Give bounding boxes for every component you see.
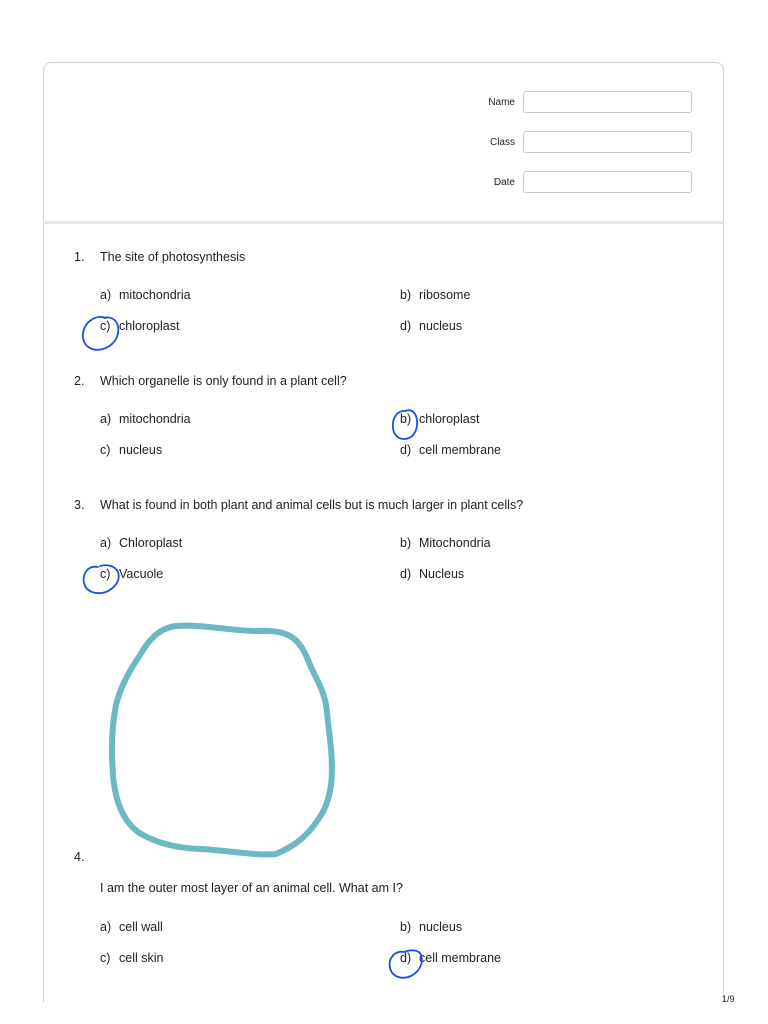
question-1-number: 1. <box>74 250 85 264</box>
option-letter: d) <box>400 319 412 333</box>
option-text: chloroplast <box>119 319 180 333</box>
question-4-text: I am the outer most layer of an animal cell. What am I? <box>100 881 403 895</box>
option-text: ribosome <box>419 288 471 302</box>
class-label: Class <box>489 137 515 148</box>
answer-circle-q1 <box>83 317 118 350</box>
option-text: cell membrane <box>419 443 501 457</box>
option-letter: c) <box>100 567 111 581</box>
question-1-text: The site of photosynthesis <box>100 250 246 264</box>
option-text: nucleus <box>419 920 463 934</box>
question-2-number: 2. <box>74 374 85 388</box>
option-letter: c) <box>100 319 111 333</box>
option-text: Mitochondria <box>419 536 491 550</box>
option-letter: d) <box>400 951 412 965</box>
option-text: nucleus <box>119 443 163 457</box>
option-text: cell membrane <box>419 951 501 965</box>
question-3-text: What is found in both plant and animal cells but is much larger in plant cells? <box>100 498 524 512</box>
option-letter: d) <box>400 567 412 581</box>
option-letter: a) <box>100 412 112 426</box>
option-letter: b) <box>400 412 412 426</box>
cell-outline-drawing <box>112 626 332 855</box>
option-text: mitochondria <box>119 288 191 302</box>
option-letter: b) <box>400 920 412 934</box>
question-3-number: 3. <box>74 498 85 512</box>
option-text: cell skin <box>119 951 164 965</box>
page-number: 1/9 <box>722 994 735 1004</box>
option-text: Chloroplast <box>119 536 183 550</box>
option-letter: a) <box>100 288 112 302</box>
option-letter: d) <box>400 443 412 457</box>
option-text: Nucleus <box>419 567 465 581</box>
option-letter: c) <box>100 443 111 457</box>
question-4-number: 4. <box>74 850 85 864</box>
date-label: Date <box>493 177 515 188</box>
option-text: chloroplast <box>419 412 480 426</box>
option-text: mitochondria <box>119 412 191 426</box>
name-label: Name <box>488 97 515 108</box>
option-letter: a) <box>100 920 112 934</box>
option-letter: b) <box>400 288 412 302</box>
answer-circle-q4 <box>390 950 422 977</box>
option-letter: a) <box>100 536 112 550</box>
answer-circle-q2 <box>393 410 417 439</box>
option-letter: c) <box>100 951 111 965</box>
answer-circle-q3 <box>84 565 119 593</box>
option-letter: b) <box>400 536 412 550</box>
option-text: nucleus <box>419 319 463 333</box>
option-text: Vacuole <box>119 567 164 581</box>
option-text: cell wall <box>119 920 163 934</box>
question-2-text: Which organelle is only found in a plant cell? <box>100 374 347 388</box>
